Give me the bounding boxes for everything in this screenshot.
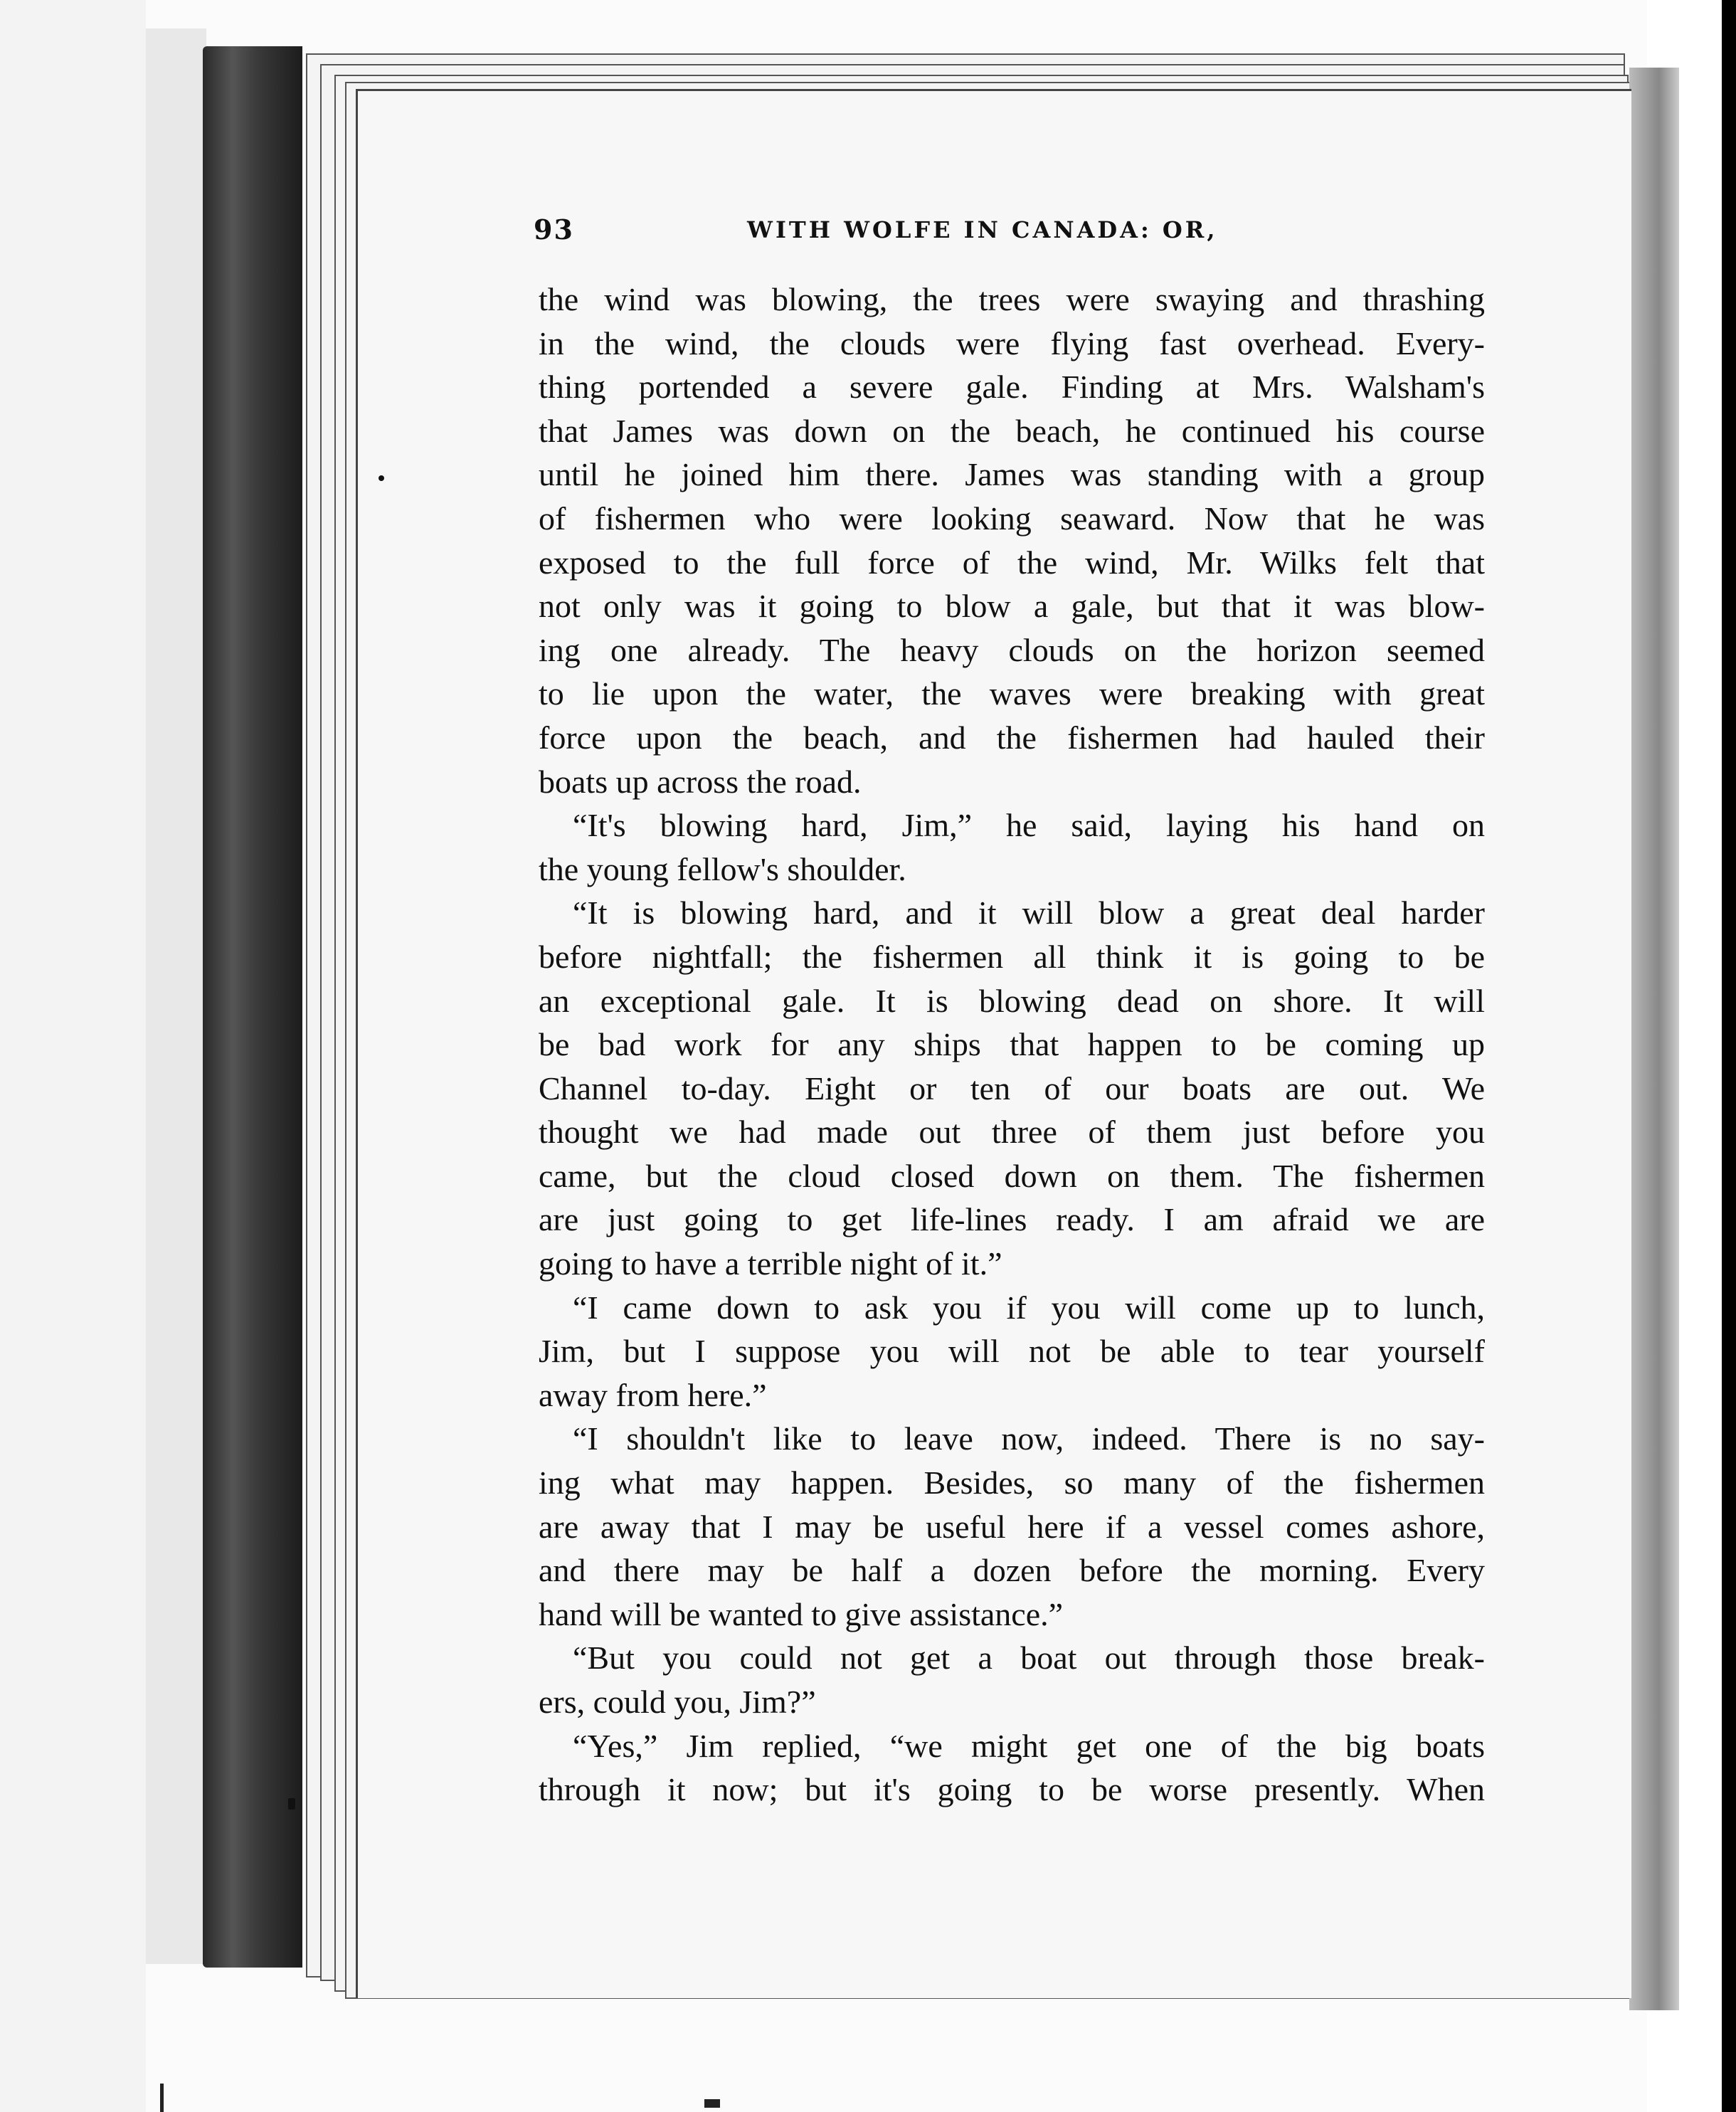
text-line: thought we had made out three of them just before you xyxy=(539,1114,1485,1151)
text-line: “It's blowing hard, Jim,” he said, laying his hand on xyxy=(573,807,1485,844)
text-line: came, but the cloud closed down on them. The fishermen xyxy=(539,1157,1485,1194)
text-line: that James was down on the beach, he continued his course xyxy=(539,412,1485,449)
text-line: of fishermen who were looking seaward. Now that he was xyxy=(539,500,1485,537)
book-cover-edge xyxy=(146,28,206,1964)
text-line: “It is blowing hard, and it will blow a great deal harder xyxy=(573,894,1485,931)
scan-left-margin xyxy=(0,0,146,2112)
page-right-shadow xyxy=(1629,68,1679,2010)
text-line: through it now; but it's going to be worse presently. When xyxy=(539,1771,1485,1808)
text-line: are just going to get life-lines ready. I am afraid we are xyxy=(539,1201,1485,1238)
page-header xyxy=(534,213,1515,256)
text-line: hand will be wanted to give assistance.” xyxy=(539,1595,1064,1632)
text-line: ing what may happen. Besides, so many of the fishermen xyxy=(539,1464,1485,1501)
text-line: ers, could you, Jim?” xyxy=(539,1684,816,1720)
text-line: the young fellow's shoulder. xyxy=(539,850,906,887)
text-line: “I came down to ask you if you will come up to lunch, xyxy=(573,1289,1485,1326)
text-line: until he joined him there. James was standing with a group xyxy=(539,456,1485,493)
scan-speck xyxy=(288,1798,295,1810)
text-line: force upon the beach, and the fishermen had hauled their xyxy=(539,719,1485,756)
scan-mark xyxy=(704,2099,720,2108)
text-line: thing portended a severe gale. Finding at Mrs. Walsham's xyxy=(539,369,1485,406)
text-line: and there may be half a dozen before the morning. Every xyxy=(539,1552,1485,1589)
scan-mark xyxy=(160,2084,164,2112)
page-number: 93 xyxy=(534,213,574,245)
text-line: boats up across the road. xyxy=(539,763,862,800)
text-line: the wind was blowing, the trees were swaying and thrashing xyxy=(539,281,1485,317)
text-line: ing one already. The heavy clouds on the horizon seemed xyxy=(539,631,1485,668)
book-page-edges xyxy=(203,46,302,1968)
text-line: exposed to the full force of the wind, Mr. Wilks felt that xyxy=(539,544,1485,581)
text-line: before nightfall; the fishermen all think it is going to be xyxy=(539,938,1485,975)
text-line: “I shouldn't like to leave now, indeed. There is no say- xyxy=(573,1420,1485,1457)
body-text xyxy=(539,278,1485,1812)
text-line: “But you could not get a boat out through those break- xyxy=(573,1640,1485,1677)
text-line: Channel to-day. Eight or ten of our boats are out. We xyxy=(539,1070,1485,1107)
text-line: an exceptional gale. It is blowing dead on shore. It will xyxy=(539,982,1485,1019)
text-line: in the wind, the clouds were flying fast overhead. Every- xyxy=(539,324,1485,361)
text-line: are away that I may be useful here if a vessel comes ashore, xyxy=(539,1508,1485,1545)
scan-right-border xyxy=(1722,0,1736,2112)
text-line: going to have a terrible night of it.” xyxy=(539,1245,1002,1282)
text-line: Jim, but I suppose you will not be able to tear yourself xyxy=(539,1333,1485,1370)
text-line: away from here.” xyxy=(539,1376,767,1413)
text-line: not only was it going to blow a gale, but that it was blow- xyxy=(539,588,1485,625)
text-line: be bad work for any ships that happen to be coming up xyxy=(539,1026,1485,1063)
text-line: to lie upon the water, the waves were breaking with great xyxy=(539,675,1485,712)
text-line: “Yes,” Jim replied, “we might get one of the big boats xyxy=(573,1727,1485,1764)
running-head: WITH WOLFE IN CANADA: OR, xyxy=(747,216,1218,243)
scan-speck xyxy=(379,475,384,481)
